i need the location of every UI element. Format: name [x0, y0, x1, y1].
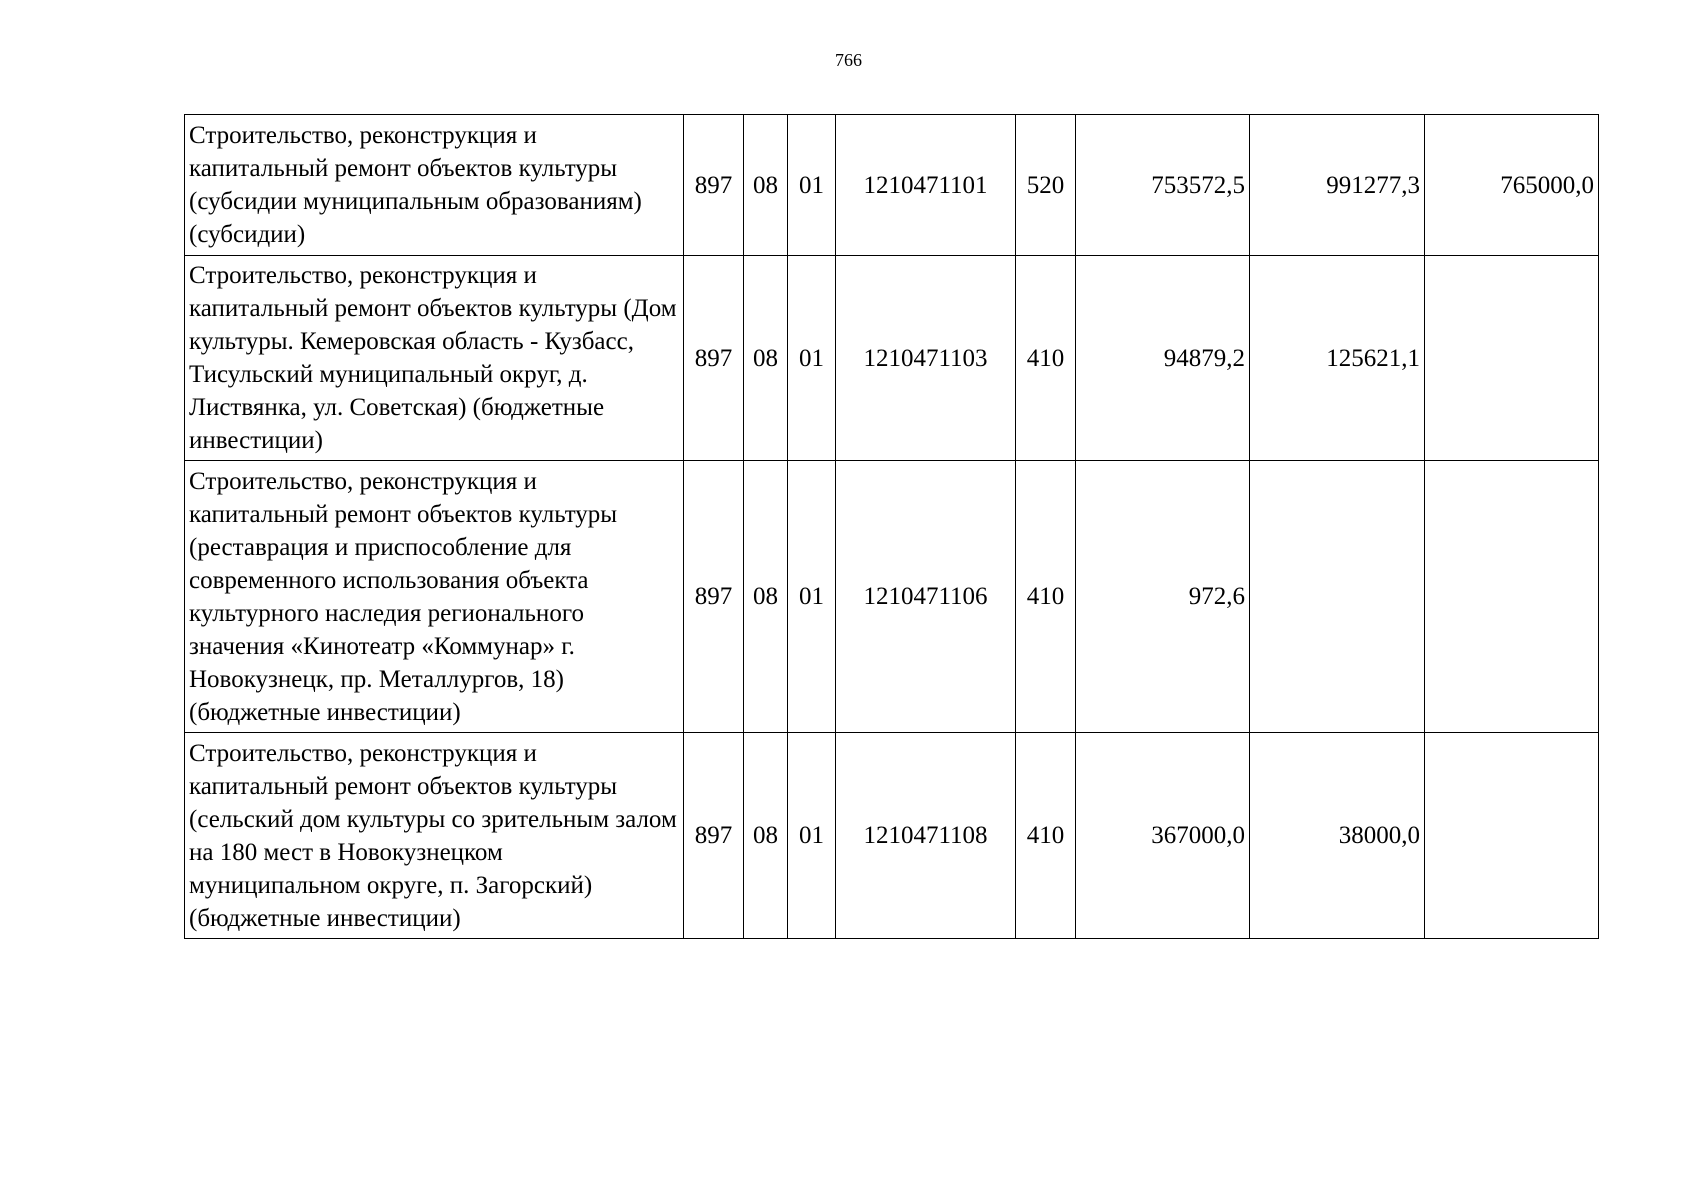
sum-year-1-cell: 94879,2 [1076, 256, 1250, 461]
section-code-cell: 08 [744, 115, 788, 256]
sum-year-2-cell [1250, 461, 1425, 733]
sum-year-1-cell: 753572,5 [1076, 115, 1250, 256]
table-row [185, 256, 1599, 461]
target-article-cell: 1210471101 [836, 115, 1016, 256]
sum-year-2-cell: 991277,3 [1250, 115, 1425, 256]
ministry-code-cell: 897 [684, 733, 744, 939]
page-number: 766 [835, 50, 862, 70]
sum-year-2-cell: 38000,0 [1250, 733, 1425, 939]
expense-type-cell: 520 [1016, 115, 1076, 256]
ministry-code-cell: 897 [684, 256, 744, 461]
ministry-code-cell: 897 [684, 461, 744, 733]
sum-year-2-cell: 125621,1 [1250, 256, 1425, 461]
subsection-code-cell: 01 [788, 733, 836, 939]
section-code-cell: 08 [744, 256, 788, 461]
subsection-code-cell: 01 [788, 256, 836, 461]
expense-name-cell: Строительство, реконструкция и капитальный ремонт объектов культуры (реставрация и приспособление для современного использования объекта культурного наследия регионального значения «Кинотеатр «Коммунар» г. Новокузнецк, пр. Металлургов, 18) (бюджетные инвестиции) [185, 461, 684, 733]
sum-year-1-cell: 367000,0 [1076, 733, 1250, 939]
expense-name-cell: Строительство, реконструкция и капитальный ремонт объектов культуры (Дом культуры. Кемеровская область - Кузбасс, Тисульский муниципальный округ, д. Листвянка, ул. Советская) (бюджетные инвестиции) [185, 256, 684, 461]
expense-name-cell: Строительство, реконструкция и капитальный ремонт объектов культуры (субсидии муниципальным образованиям) (субсидии) [185, 115, 684, 256]
expense-type-cell: 410 [1016, 461, 1076, 733]
table-row [185, 115, 1599, 256]
target-article-cell: 1210471103 [836, 256, 1016, 461]
target-article-cell: 1210471106 [836, 461, 1016, 733]
section-code-cell: 08 [744, 733, 788, 939]
subsection-code-cell: 01 [788, 461, 836, 733]
expense-name-cell: Строительство, реконструкция и капитальный ремонт объектов культуры (сельский дом культуры со зрительным залом на 180 мест в Новокузнецком муниципальном округе, п. Загорский) (бюджетные инвестиции) [185, 733, 684, 939]
sum-year-1-cell: 972,6 [1076, 461, 1250, 733]
subsection-code-cell: 01 [788, 115, 836, 256]
sum-year-3-cell: 765000,0 [1425, 115, 1599, 256]
sum-year-3-cell [1425, 733, 1599, 939]
sum-year-3-cell [1425, 256, 1599, 461]
table-row [185, 733, 1599, 939]
expense-type-cell: 410 [1016, 733, 1076, 939]
sum-year-3-cell [1425, 461, 1599, 733]
section-code-cell: 08 [744, 461, 788, 733]
budget-table [184, 114, 1599, 939]
target-article-cell: 1210471108 [836, 733, 1016, 939]
expense-type-cell: 410 [1016, 256, 1076, 461]
ministry-code-cell: 897 [684, 115, 744, 256]
table-row [185, 461, 1599, 733]
